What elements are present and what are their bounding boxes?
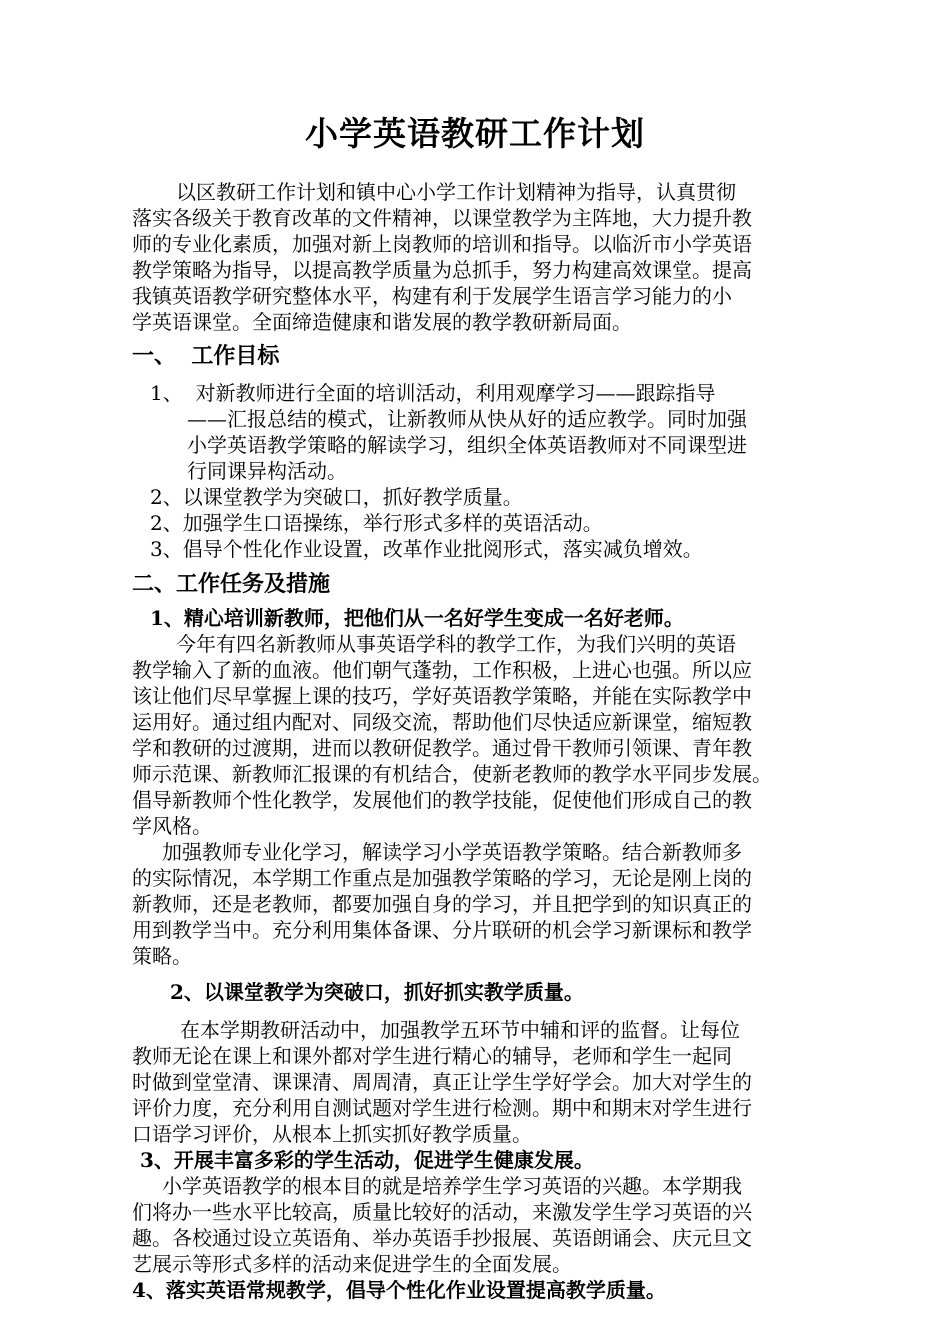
section-heading-tasks: 二、工作任务及措施 <box>132 571 331 597</box>
sub1-para1-line: 该让他们尽早掌握上课的技巧，学好英语教学策略，并能在实际教学中 <box>132 684 752 708</box>
sub1-para2-line: 新教师，还是老教师，都要加强自身的学习，并且把学到的知识真正的 <box>132 892 752 916</box>
sub1-para1-line: 学和教研的过渡期，进而以教研促教学。通过骨干教师引领课、青年教 <box>132 736 752 760</box>
section-heading-goals: 一、 工作目标 <box>132 343 280 369</box>
sub3-para-line: 艺展示等形式多样的活动来促进学生的全面发展。 <box>132 1252 572 1276</box>
page-title: 小学英语教研工作计划 <box>305 114 645 153</box>
intro-line: 师的专业化素质，加强对新上岗教师的培训和指导。以临沂市小学英语 <box>132 232 752 256</box>
subsection-heading-2: 2、以课堂教学为突破口，抓好抓实教学质量。 <box>170 980 584 1004</box>
sub1-para1-line: 倡导新教师个性化教学，发展他们的教学技能，促使他们形成自己的教 <box>132 788 752 812</box>
intro-line: 落实各级关于教育改革的文件精神，以课堂教学为主阵地，大力提升教 <box>132 206 752 230</box>
sub1-para1-line: 教学输入了新的血液。他们朝气蓬勃，工作积极，上进心也强。所以应 <box>132 658 752 682</box>
sub1-para1-line: 今年有四名新教师从事英语学科的教学工作，为我们兴明的英语 <box>176 632 736 656</box>
intro-line: 教学策略为指导，以提高教学质量为总抓手，努力构建高效课堂。提高 <box>132 258 752 282</box>
subsection-heading-3: 3、开展丰富多彩的学生活动，促进学生健康发展。 <box>140 1148 594 1172</box>
sub1-para1-line: 师示范课、新教师汇报课的有机结合，使新老教师的教学水平同步发展。 <box>132 762 772 786</box>
sub2-para-line: 评价力度，充分利用自测试题对学生进行检测。期中和期末对学生进行 <box>132 1096 752 1120</box>
intro-line: 以区教研工作计划和镇中心小学工作计划精神为指导，认真贯彻 <box>176 180 736 204</box>
sub3-para-line: 小学英语教学的根本目的就是培养学生学习英语的兴趣。本学期我 <box>162 1174 742 1198</box>
sub2-para-line: 在本学期教研活动中，加强教学五环节中辅和评的监督。让每位 <box>180 1018 740 1042</box>
sub1-para2-line: 用到教学当中。充分利用集体备课、分片联研的机会学习新课标和教学 <box>132 918 752 942</box>
sub1-para1-line: 运用好。通过组内配对、同级交流，帮助他们尽快适应新课堂，缩短教 <box>132 710 752 734</box>
subsection-heading-1: 1、精心培训新教师，把他们从一名好学生变成一名好老师。 <box>150 606 684 630</box>
sub1-para1-line: 学风格。 <box>132 814 212 838</box>
intro-line: 学英语课堂。全面缔造健康和谐发展的教学教研新局面。 <box>132 310 632 334</box>
subsection-heading-4: 4、落实英语常规教学，倡导个性化作业设置提高教学质量。 <box>132 1278 666 1302</box>
sub2-para-line: 时做到堂堂清、课课清、周周清，真正让学生学好学会。加大对学生的 <box>132 1070 752 1094</box>
sub1-para2-line: 策略。 <box>132 944 192 968</box>
intro-line: 我镇英语教学研究整体水平，构建有利于发展学生语言学习能力的小 <box>132 284 732 308</box>
sub1-para2-line: 加强教师专业化学习，解读学习小学英语教学策略。结合新教师多 <box>162 840 742 864</box>
sub2-para-line: 教师无论在课上和课外都对学生进行精心的辅导，老师和学生一起同 <box>132 1044 732 1068</box>
goal-item-4: 3、倡导个性化作业设置，改革作业批阅形式，落实减负增效。 <box>150 537 703 561</box>
goal-item-1-cont: 小学英语教学策略的解读学习，组织全体英语教师对不同课型进 <box>187 433 747 457</box>
goal-item-3: 2、加强学生口语操练，举行形式多样的英语活动。 <box>150 511 603 535</box>
goal-item-2: 2、以课堂教学为突破口，抓好教学质量。 <box>150 485 523 509</box>
goal-item-1-cont: ——汇报总结的模式，让新教师从快从好的适应教学。同时加强 <box>187 407 747 431</box>
goal-item-1-cont: 行同课异构活动。 <box>187 459 347 483</box>
sub2-para-line: 口语学习评价，从根本上抓实抓好教学质量。 <box>132 1122 532 1146</box>
sub3-para-line: 们将办一些水平比较高，质量比较好的活动，来激发学生学习英语的兴 <box>132 1200 752 1224</box>
sub3-para-line: 趣。各校通过设立英语角、举办英语手抄报展、英语朗诵会、庆元旦文 <box>132 1226 752 1250</box>
sub1-para2-line: 的实际情况，本学期工作重点是加强教学策略的学习，无论是刚上岗的 <box>132 866 752 890</box>
goal-item-1: 1、 对新教师进行全面的培训活动，利用观摩学习——跟踪指导 <box>150 381 716 405</box>
